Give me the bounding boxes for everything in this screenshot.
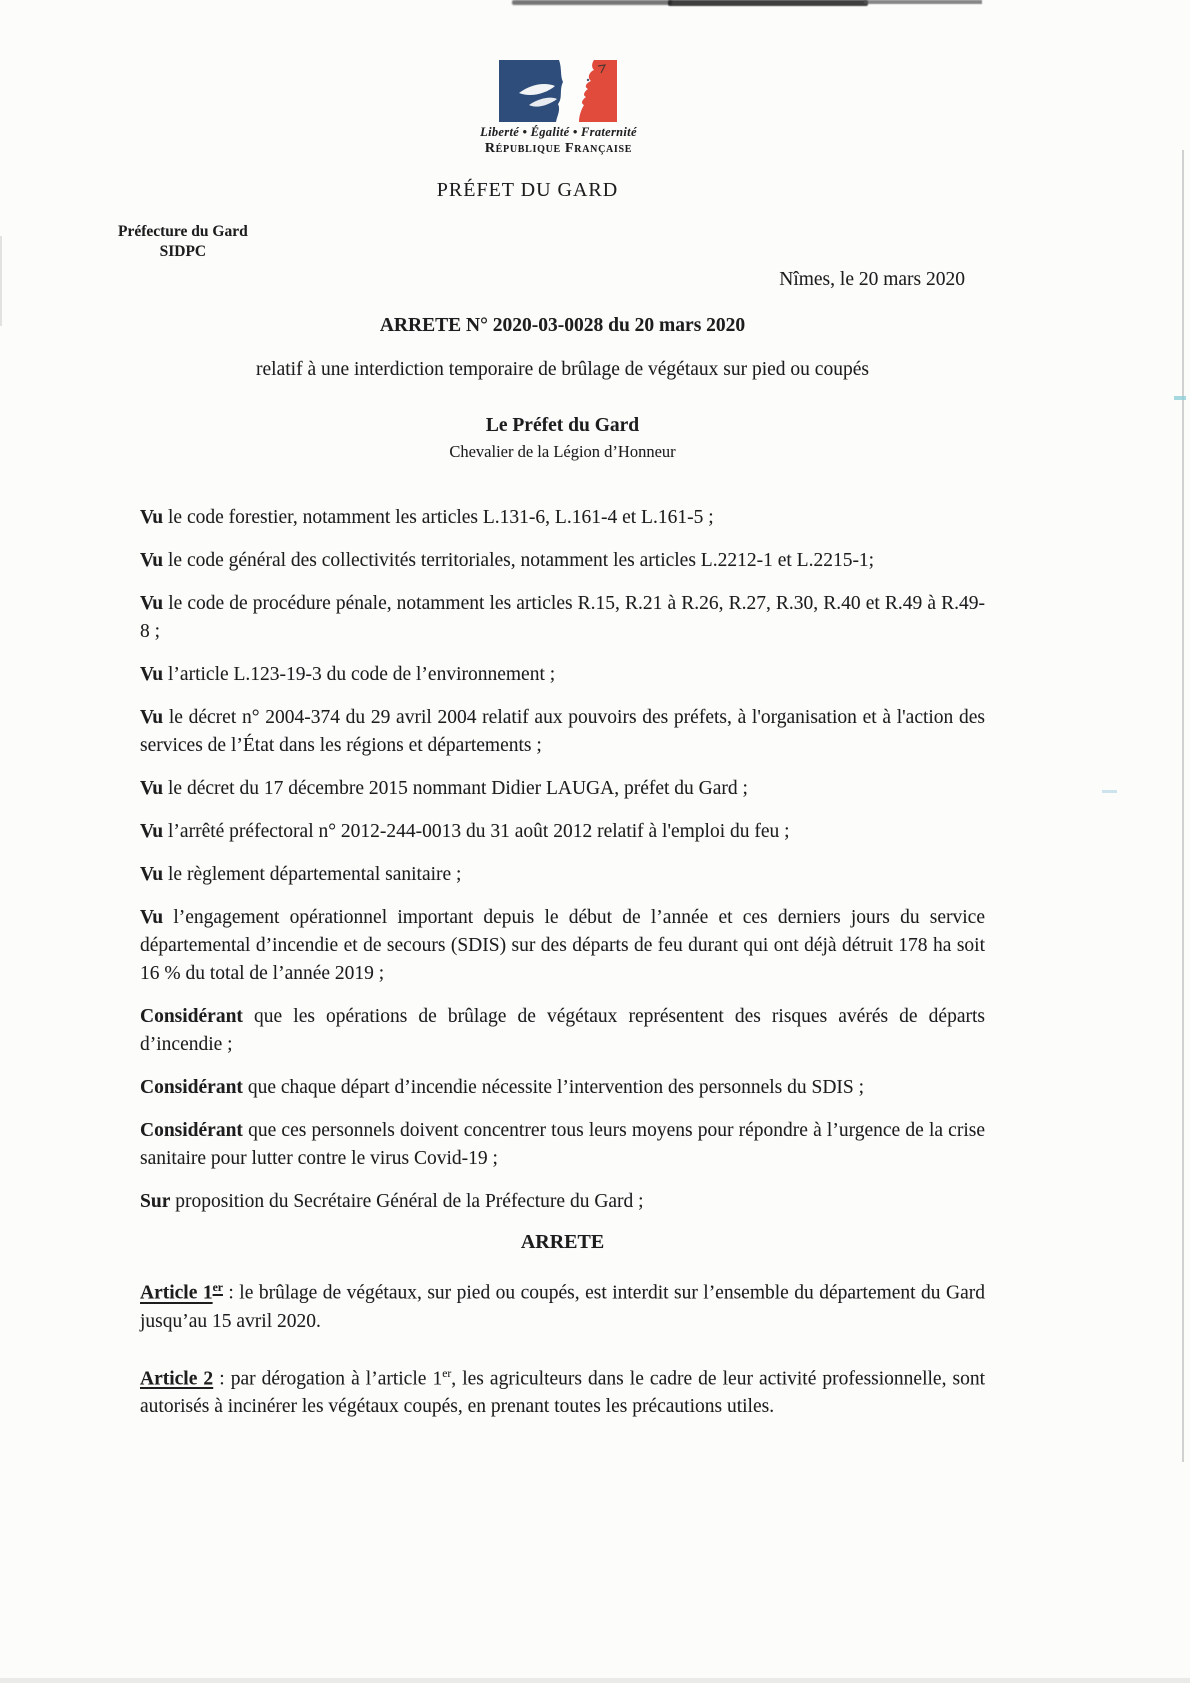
articles-section xyxy=(140,1274,985,1421)
text-run: le code forestier, notamment les articles L.131-6, L.161-4 et L.161-5 ; xyxy=(163,507,714,528)
marianne-eye xyxy=(587,79,589,81)
recital-3 xyxy=(140,590,985,646)
text-run: Considérant xyxy=(140,1077,243,1098)
text-run: : le brûlage de végétaux, sur pied ou coupés, est interdit sur l’ensemble du département du Gard jusqu’au 15 avril 2020. xyxy=(140,1282,985,1332)
text-run: Sur xyxy=(140,1191,171,1212)
recital-1 xyxy=(140,504,985,532)
recital-7 xyxy=(140,818,985,846)
text-run: Article 1 xyxy=(140,1282,213,1304)
text-run: Vu xyxy=(140,550,164,571)
scan-artifact-bottom-edge xyxy=(0,1678,1190,1683)
document-content xyxy=(118,0,985,1445)
text-run: Vu xyxy=(140,907,164,928)
recitals-section xyxy=(140,504,985,1216)
office-name: Préfecture du Gard xyxy=(118,223,248,240)
text-run: Vu xyxy=(140,707,164,728)
arrete-heading: ARRETE xyxy=(520,1231,605,1253)
letterhead xyxy=(140,0,985,202)
republic-text: République Française xyxy=(484,141,633,156)
recital-2 xyxy=(140,547,985,575)
text-run: le règlement départemental sanitaire ; xyxy=(163,864,462,885)
text-run: er xyxy=(442,1366,452,1380)
text-run: Vu xyxy=(140,593,164,614)
issuing-office xyxy=(118,222,248,262)
text-run: Vu xyxy=(140,864,164,885)
marianne-logo-block xyxy=(480,60,637,157)
text-run: le code de procédure pénale, notamment les articles R.15, R.21 à R.26, R.27, R.30, R.40 et R.49 à R.49-8 ; xyxy=(140,593,985,642)
text-run: l’engagement opérationnel important depuis le début de l’année et ces derniers jours du service départemental d’incendie et de secours (SDIS) sur des départs de feu durant qui ont déjà détruit 178 ha soit 16 % du total de l’année 2019 ; xyxy=(140,907,985,984)
text-run: er xyxy=(212,1281,223,1294)
text-run: que chaque départ d’incendie nécessite l’intervention des personnels du SDIS ; xyxy=(242,1077,865,1098)
text-run: l’arrêté préfectoral n° 2012-244-0013 du 31 août 2012 relatif à l'emploi du feu ; xyxy=(163,821,790,842)
scan-artifact-teal-mark xyxy=(1174,396,1186,400)
text-run: Considérant xyxy=(140,1120,243,1141)
text-run: , les agriculteurs dans le cadre de leur activité professionnelle, sont autorisés à incinérer les végétaux coupés, en prenant toutes les précautions utiles. xyxy=(140,1368,985,1417)
marianne-logo xyxy=(499,60,617,122)
author-subtitle: Chevalier de la Légion d’Honneur xyxy=(449,442,676,461)
recital-13 xyxy=(140,1188,985,1216)
recital-9 xyxy=(140,904,985,988)
text-run: Vu xyxy=(140,507,164,528)
text-run: Vu xyxy=(140,664,164,685)
article-1 xyxy=(140,1274,985,1336)
text-run: proposition du Secrétaire Général de la Préfecture du Gard ; xyxy=(170,1191,644,1212)
text-run: Considérant xyxy=(140,1006,243,1027)
text-run: l’article L.123-19-3 du code de l’environnement ; xyxy=(163,664,556,685)
text-run: Vu xyxy=(140,778,164,799)
motto-text: Liberté • Égalité • Fraternité xyxy=(480,125,637,139)
text-run: que les opérations de brûlage de végétaux représentent des risques avérés de départs d’incendie ; xyxy=(140,1006,985,1055)
arrete-subject: relatif à une interdiction temporaire de brûlage de végétaux sur pied ou coupés xyxy=(256,359,869,380)
recital-11 xyxy=(140,1074,985,1102)
recital-5 xyxy=(140,704,985,760)
office-service: SIDPC xyxy=(159,243,207,260)
scan-artifact-right-line xyxy=(1182,150,1184,1462)
text-run: Vu xyxy=(140,821,164,842)
text-run: le décret du 17 décembre 2015 nommant Didier LAUGA, préfet du Gard ; xyxy=(163,778,748,799)
text-run: le code général des collectivités territoriales, notamment les articles L.2212-1 et L.2215-1; xyxy=(163,550,875,571)
recital-10 xyxy=(140,1003,985,1059)
article-2 xyxy=(140,1360,985,1422)
text-run: : par dérogation à l’article 1 xyxy=(213,1368,443,1389)
text-run: que ces personnels doivent concentrer tous leurs moyens pour répondre à l’urgence de la crise sanitaire pour lutter contre le virus Covid-19 ; xyxy=(140,1120,985,1169)
scan-artifact-left-edge xyxy=(0,236,2,326)
dateline: Nîmes, le 20 mars 2020 xyxy=(779,269,965,290)
text-run: le décret n° 2004-374 du 29 avril 2004 relatif aux pouvoirs des préfets, à l'organisation et à l'action des services de l’État dans les régions et départements ; xyxy=(140,707,985,756)
arrete-number-title: ARRETE N° 2020-03-0028 du 20 mars 2020 xyxy=(379,315,746,336)
text-run: Article 2 xyxy=(140,1368,214,1389)
recital-6 xyxy=(140,775,985,803)
recital-12 xyxy=(140,1117,985,1173)
recital-4 xyxy=(140,661,985,689)
recital-8 xyxy=(140,861,985,889)
author-title: Le Préfet du Gard xyxy=(485,415,640,436)
scan-artifact-teal-mark xyxy=(1102,790,1117,793)
prefet-title: PRÉFET DU GARD xyxy=(436,179,619,201)
